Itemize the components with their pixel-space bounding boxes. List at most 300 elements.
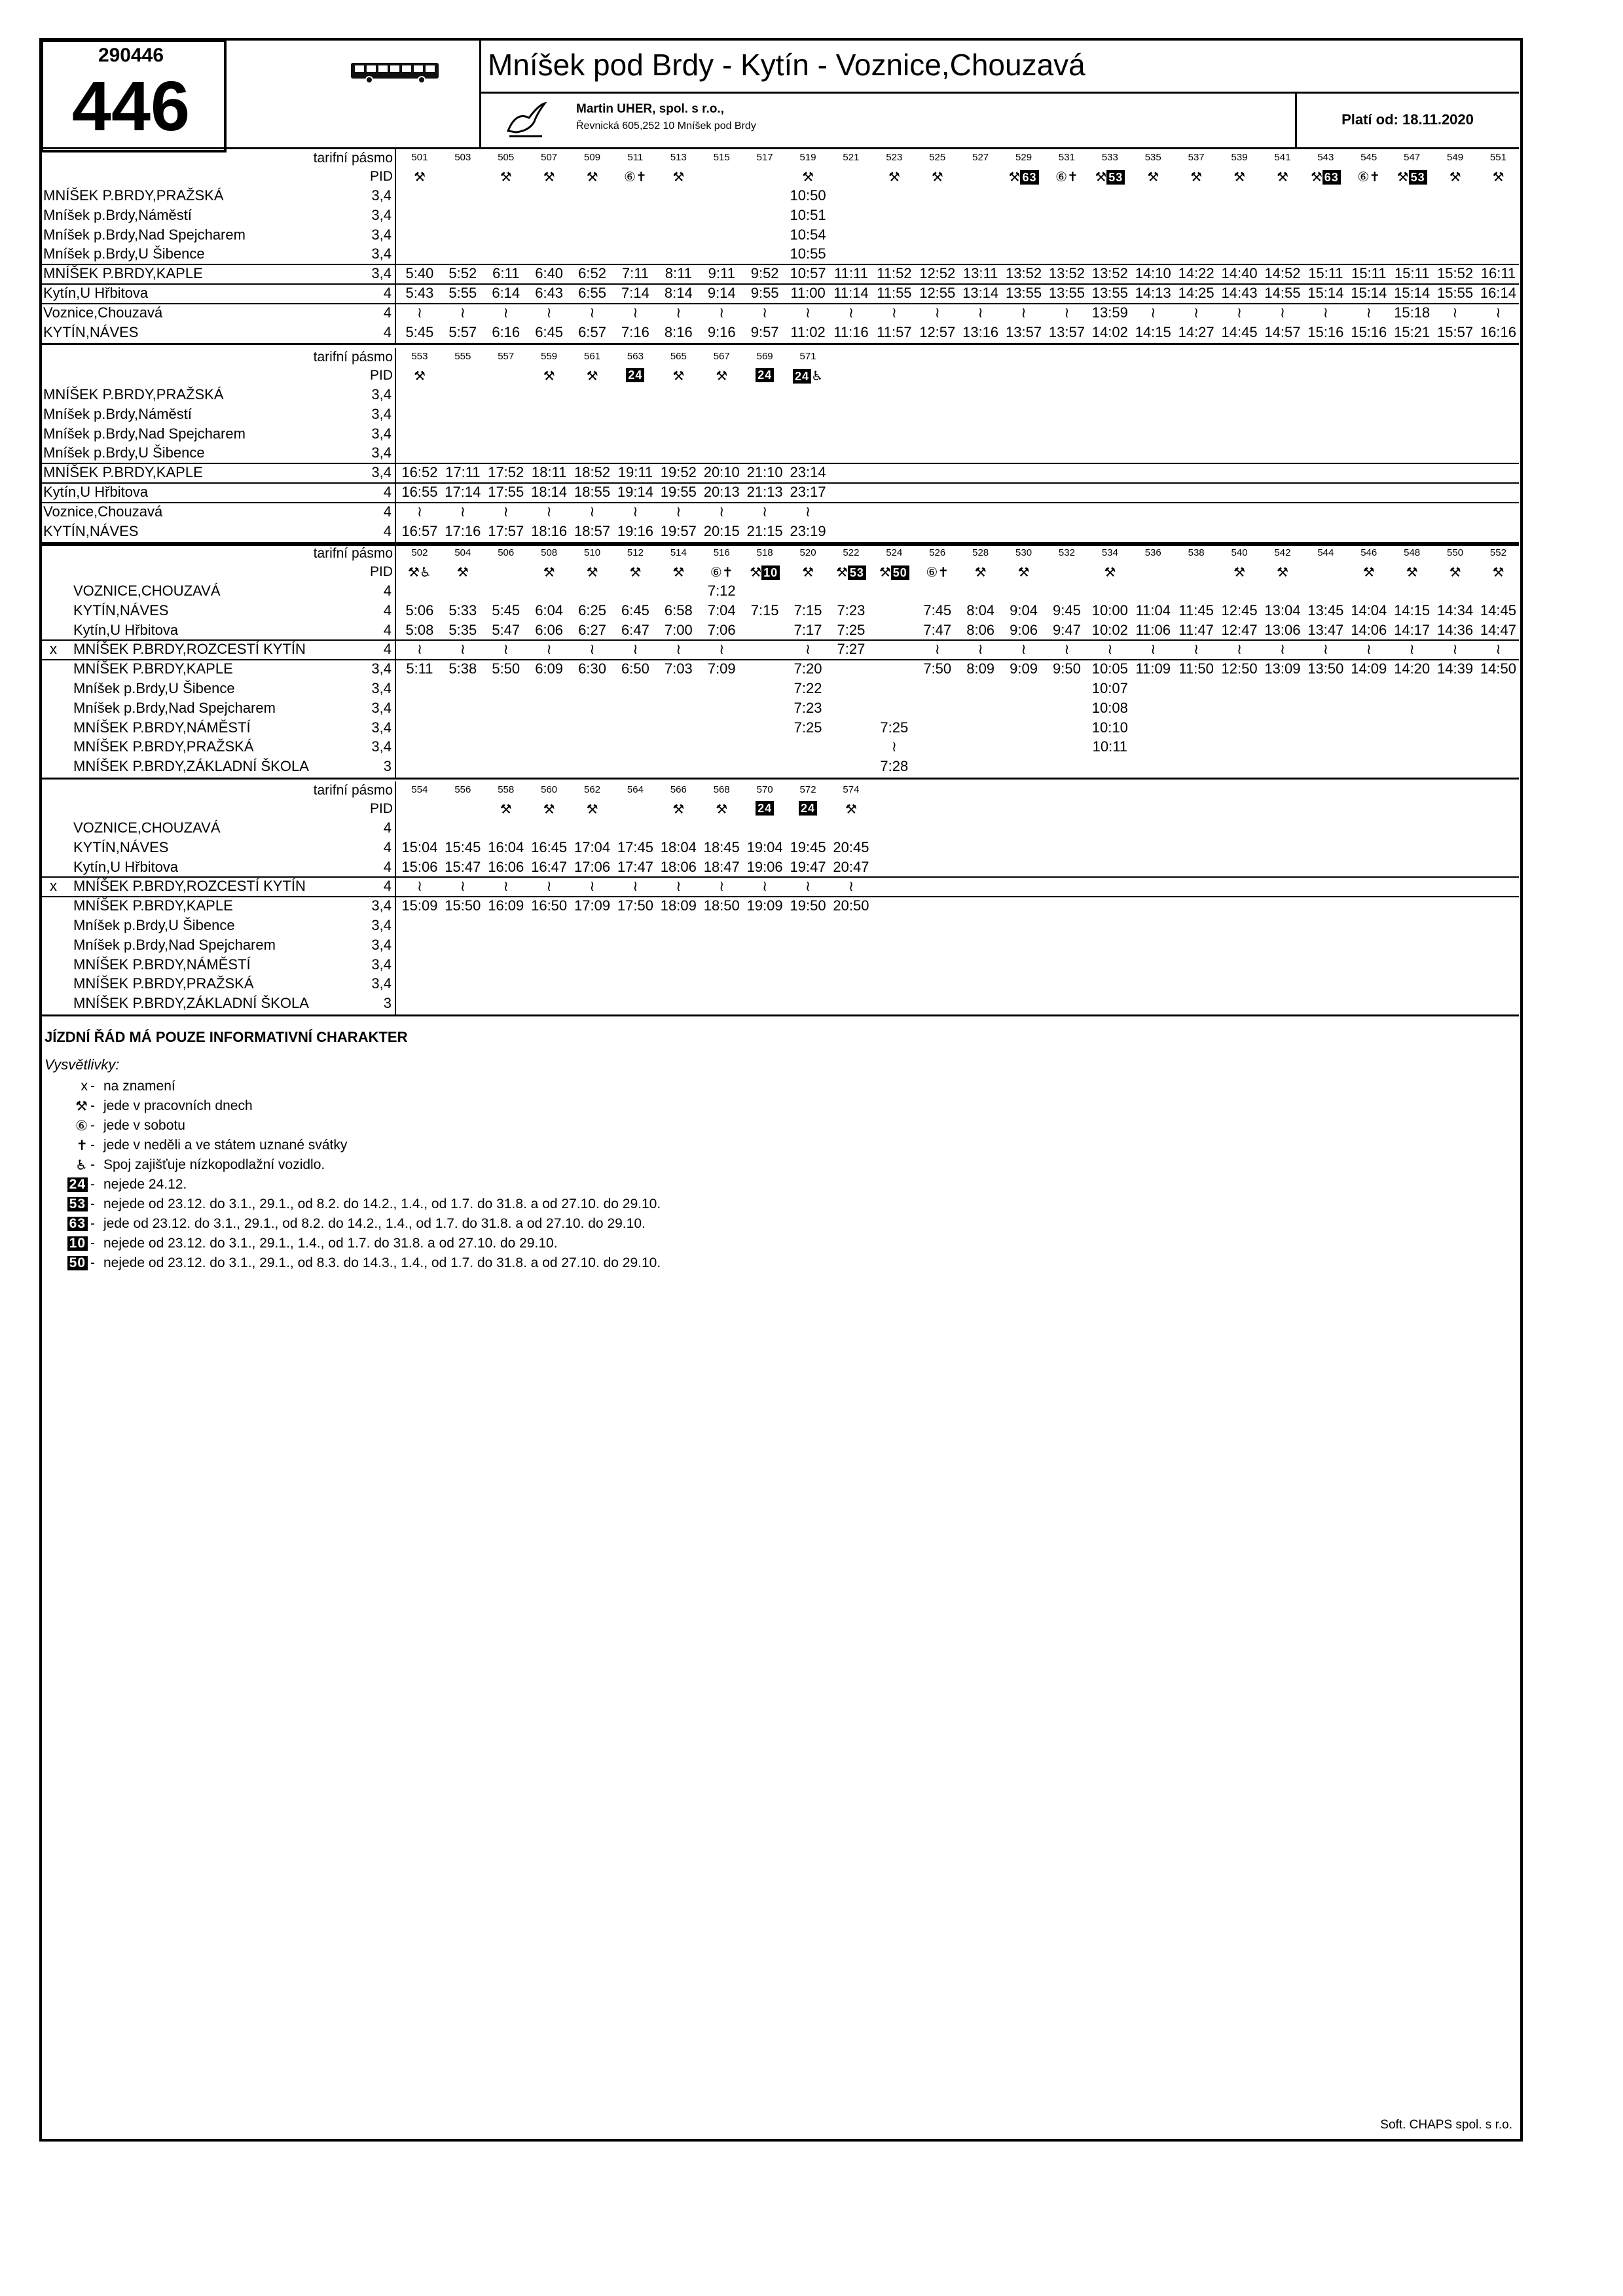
stop-name: Mníšek p.Brdy,Nad Spejcharem [73,936,276,953]
trip-number: 568 [713,784,730,795]
trip-number: 552 [1489,547,1506,558]
tariff-zone: 4 [383,641,392,658]
pid-marker: ⚒ [1449,170,1461,185]
departure-time: 6:45 [535,323,564,340]
departure-time: 19:09 [746,897,783,914]
departure-time: 18:47 [703,858,740,875]
departure-time: 13:57 [1006,323,1042,340]
departure-time: 17:50 [617,897,653,914]
departure-time: 11:14 [833,285,869,301]
pid-marker: ⚒ [1147,170,1159,185]
valid-from: Platí od: 18.11.2020 [1341,111,1474,128]
departure-time: 15:57 [1437,323,1474,340]
departure-time: 9:06 [1010,621,1038,638]
departure-time: 11:04 [1135,601,1171,619]
departure-time: 19:52 [660,464,697,481]
pid-label: PID [369,801,393,816]
departure-time: 6:50 [621,660,649,677]
legend-symbol: 50 [58,1255,88,1271]
legend-dash: - [90,1079,95,1094]
departure-time: 11:45 [1178,601,1214,619]
stop-name: Mníšek p.Brdy,Nad Spejcharem [43,226,246,243]
stop-name: Kytín,U Hřbitova [43,484,149,500]
tariff-zone: 3 [383,995,392,1012]
departure-time: ≀ [719,503,725,520]
departure-time: 17:06 [574,858,611,875]
trip-number: 574 [843,784,860,795]
departure-time: 5:43 [405,285,434,301]
legend-text: jede od 23.12. do 3.1., 29.1., od 8.2. do 14.2., 1.4., od 1.7. do 31.8. a od 27.10. do 29.10. [103,1216,646,1231]
pid-marker: ⚒ [1276,170,1288,185]
departure-time: 14:45 [1221,323,1258,340]
departure-time: 7:20 [793,660,822,677]
section-divider [41,778,1519,780]
pid-marker: ⚒ [716,369,728,384]
pid-marker: ⚒ [802,170,814,185]
legend-dash: - [90,1098,95,1113]
pid-marker: ⚒ [1017,565,1030,580]
tariff-zone: 4 [383,304,392,321]
trip-number: 571 [799,351,816,362]
departure-time: 7:17 [793,621,822,638]
departure-time: 6:09 [535,660,564,677]
stop-name: MNÍŠEK P.BRDY,PRAŽSKÁ [73,975,254,992]
departure-time: 7:27 [837,641,866,658]
departure-time: ≀ [1236,641,1243,658]
pid-marker: ⚒ [1492,565,1504,580]
departure-time: 13:45 [1307,601,1344,619]
departure-time: 10:57 [790,265,826,282]
departure-time: ≀ [589,878,595,895]
pid-marker: ⚒ [413,170,426,185]
departure-time: 21:13 [746,484,783,500]
legend-dash: - [90,1196,95,1211]
departure-time: ≀ [1236,304,1243,321]
trip-number: 537 [1188,152,1205,163]
departure-time: 6:06 [535,621,564,638]
departure-time: ≀ [460,641,465,658]
departure-time: ≀ [589,304,595,321]
departure-time: ≀ [805,878,811,895]
departure-time: 23:14 [790,464,826,481]
departure-time: 15:11 [1351,265,1387,282]
trip-number: 534 [1101,547,1118,558]
tariff-zone: 3,4 [371,699,392,716]
departure-time: 14:15 [1394,601,1431,619]
footer-credit: Soft. CHAPS spol. s r.o. [1380,2118,1512,2132]
legend-symbol: 63 [58,1216,88,1232]
departure-time: 14:45 [1480,601,1516,619]
trip-number: 531 [1058,152,1075,163]
departure-time: 7:03 [664,660,693,677]
pid-label: PID [369,169,393,184]
tarif-label: tarifní pásmo [313,350,393,365]
pid-marker: ⚒ [1406,565,1418,580]
zone-divider [395,781,396,1014]
tariff-zone: 3,4 [371,719,392,736]
pid-marker: ⚒ 63 [1002,169,1046,185]
pid-marker: ⚒ [931,170,943,185]
departure-time: 19:06 [746,858,783,875]
pid-marker: ⚒ 63 [1304,169,1347,185]
departure-time: 6:43 [535,285,564,301]
departure-time: ≀ [676,641,682,658]
tariff-zone: 4 [383,285,392,301]
tariff-zone: 3,4 [371,187,392,204]
tariff-zone: 3,4 [371,444,392,461]
departure-time: 5:45 [492,601,520,619]
departure-time: 23:17 [790,484,826,500]
departure-time: 7:25 [880,719,909,736]
tariff-zone: 4 [383,522,392,539]
departure-time: ≀ [503,503,509,520]
departure-time: 9:57 [750,323,779,340]
section-divider [41,343,1519,345]
departure-time: ≀ [1150,304,1156,321]
departure-time: 15:45 [445,838,481,855]
tarif-label: tarifní pásmo [313,151,393,166]
departure-time: 18:50 [703,897,740,914]
departure-time: 6:45 [621,601,649,619]
departure-time: 6:30 [578,660,606,677]
stop-name: Mníšek p.Brdy,Náměstí [43,206,192,223]
departure-time: 16:47 [531,858,568,875]
departure-time: ≀ [1495,641,1501,658]
departure-time: 14:55 [1264,285,1301,301]
departure-time: ≀ [805,641,811,658]
trip-number: 553 [411,351,428,362]
trip-number: 554 [411,784,428,795]
departure-time: ≀ [1366,641,1372,658]
tariff-zone: 4 [383,621,392,638]
departure-time: 5:45 [405,323,434,340]
departure-time: 13:16 [962,323,999,340]
trip-number: 501 [411,152,428,163]
trip-number: 567 [713,351,730,362]
page-title: Mníšek pod Brdy - Kytín - Voznice,Chouzavá [488,48,1085,82]
stop-name: KYTÍN,NÁVES [43,323,139,340]
departure-time: 14:47 [1480,621,1516,638]
on-request-marker: x [50,878,57,895]
departure-time: 17:55 [488,484,524,500]
departure-time: 10:11 [1092,738,1128,755]
departure-time: ≀ [1409,641,1415,658]
trip-number: 516 [713,547,730,558]
departure-time: ≀ [719,878,725,895]
departure-time: 19:04 [746,838,783,855]
legend-dash: - [90,1157,95,1172]
trip-number: 555 [454,351,471,362]
line-number: 446 [71,66,191,145]
section-divider [41,1014,1519,1016]
pid-marker: ⑥✝ [624,170,647,185]
departure-time: 14:36 [1437,621,1474,638]
departure-time: 10:50 [790,187,826,204]
departure-time: ≀ [416,304,423,321]
departure-time: 16:06 [488,858,524,875]
departure-time: ≀ [503,304,509,321]
stop-name: MNÍŠEK P.BRDY,KAPLE [43,464,203,481]
departure-time: 12:55 [919,285,956,301]
departure-time: 16:04 [488,838,524,855]
operator-address: Řevnická 605,252 10 Mníšek pod Brdy [576,120,756,132]
departure-time: 9:47 [1053,621,1081,638]
pid-marker: ⑥✝ [710,565,733,580]
departure-time: ≀ [676,304,682,321]
departure-time: 14:39 [1437,660,1474,677]
departure-time: 7:25 [837,621,866,638]
departure-time: 13:11 [962,265,998,282]
pid-marker: ⚒ 53 [830,564,873,581]
tariff-zone: 3,4 [371,226,392,243]
departure-time: ≀ [1452,304,1458,321]
departure-time: ≀ [1279,304,1286,321]
legend-dash: - [90,1138,95,1153]
tariff-zone: 4 [383,878,392,895]
departure-time: 13:55 [1091,285,1128,301]
tariff-zone: 3,4 [371,680,392,696]
legend-text: nejede od 23.12. do 3.1., 29.1., 1.4., od 1.7. do 31.8. a od 27.10. do 29.10. [103,1236,558,1251]
departure-time: 11:50 [1178,660,1214,677]
legend-symbol: 53 [58,1196,88,1212]
trip-number: 559 [541,351,558,362]
tariff-zone: 3,4 [371,464,392,481]
pid-marker: ⚒ [888,170,900,185]
departure-time: 10:00 [1091,601,1128,619]
stop-name: Voznice,Chouzavá [43,503,163,520]
trip-number: 544 [1317,547,1334,558]
departure-time: ≀ [460,304,465,321]
departure-time: ≀ [805,503,811,520]
departure-time: ≀ [805,304,811,321]
departure-time: 18:16 [531,522,568,539]
pid-marker: ⚒ 50 [873,564,916,581]
pid-marker: ⚒ [543,802,555,817]
departure-time: 18:04 [660,838,697,855]
departure-time: 14:34 [1437,601,1474,619]
departure-time: 18:55 [574,484,611,500]
legend-text: jede v neděli a ve státem uznané svátky [103,1138,348,1153]
departure-time: 11:16 [833,323,869,340]
departure-time: 6:57 [578,323,606,340]
departure-time: 9:16 [707,323,736,340]
trip-number: 510 [584,547,601,558]
trip-number: 530 [1015,547,1032,558]
trip-number: 538 [1188,547,1205,558]
departure-time: 16:09 [488,897,524,914]
pid-marker: ⚒ [1233,170,1245,185]
pid-marker: ⑥✝ [1357,170,1381,185]
departure-time: 11:00 [790,285,826,301]
zone-divider [395,149,396,343]
tariff-zone: 3 [383,758,392,775]
trip-number: 521 [843,152,860,163]
departure-time: 6:27 [578,621,606,638]
departure-time: 17:14 [445,484,481,500]
departure-time: 5:40 [405,265,434,282]
departure-time: 13:52 [1091,265,1128,282]
pid-marker: ⚒ [456,565,469,580]
header-bottom [41,147,1519,149]
tariff-zone: 3,4 [371,975,392,992]
stop-name: Mníšek p.Brdy,Nad Spejcharem [43,425,246,442]
legend-dash: - [90,1216,95,1231]
departure-time: 15:52 [1437,265,1474,282]
pid-marker: ⚒ 53 [1391,169,1434,185]
trip-number: 569 [756,351,773,362]
legend-symbol: x [81,1079,88,1094]
departure-time: 19:45 [790,838,826,855]
pid-marker: 24 ♿ [786,368,830,384]
departure-time: ≀ [934,304,940,321]
departure-time: 19:50 [790,897,826,914]
pid-marker: ⑥✝ [926,565,949,580]
on-request-marker: x [50,641,57,658]
departure-time: ≀ [460,503,465,520]
trip-number: 556 [454,784,471,795]
departure-time: 7:22 [793,680,822,696]
tariff-zone: 3,4 [371,956,392,973]
departure-time: 7:15 [750,601,779,619]
stop-name: MNÍŠEK P.BRDY,NÁMĚSTÍ [73,719,251,736]
operator-logo-icon [503,98,549,145]
departure-time: 6:04 [535,601,564,619]
departure-time: 6:16 [492,323,520,340]
departure-time: 20:47 [833,858,869,875]
legend-text: na znamení [103,1079,175,1094]
departure-time: ≀ [719,304,725,321]
departure-time: 15:06 [401,858,438,875]
departure-time: 7:14 [621,285,649,301]
pid-marker: ⚒ [543,170,555,185]
departure-time: 14:25 [1178,285,1214,301]
departure-time: ≀ [546,503,552,520]
trip-number: 506 [498,547,515,558]
departure-time: 11:02 [790,323,826,340]
departure-time: 15:18 [1394,304,1431,321]
departure-time: 20:45 [833,838,869,855]
pid-marker: ⚒ [629,565,642,580]
departure-time: ≀ [589,641,595,658]
pid-marker: ⚒ [1104,565,1116,580]
departure-time: 9:09 [1010,660,1038,677]
trip-number: 560 [541,784,558,795]
trip-number: 563 [627,351,644,362]
pid-marker: ⚒ [672,170,685,185]
departure-time: ≀ [676,878,682,895]
valid-divider [1295,92,1297,147]
trip-number: 529 [1015,152,1032,163]
pid-marker: ⚒ [586,802,598,817]
departure-time: 11:09 [1135,660,1171,677]
pid-marker: ⚒ [543,565,555,580]
departure-time: 14:10 [1135,265,1171,282]
departure-time: 17:52 [488,464,524,481]
departure-time: 7:16 [621,323,649,340]
trip-number: 509 [584,152,601,163]
departure-time: 16:55 [401,484,438,500]
departure-time: 21:15 [746,522,783,539]
trip-number: 548 [1404,547,1421,558]
trip-number: 543 [1317,152,1334,163]
zone-divider [395,348,396,542]
departure-time: ≀ [1279,641,1286,658]
departure-time: 19:11 [617,464,653,481]
departure-time: 16:14 [1480,285,1516,301]
departure-time: 6:40 [535,265,564,282]
stop-name: MNÍŠEK P.BRDY,KAPLE [43,265,203,282]
trip-number: 561 [584,351,601,362]
departure-time: 8:16 [664,323,693,340]
departure-time: 14:57 [1264,323,1301,340]
stop-name: Mníšek p.Brdy,U Šibence [73,917,235,933]
departure-time: 18:57 [574,522,611,539]
pid-marker: 24 [743,368,786,383]
stop-name: Kytín,U Hřbitova [73,858,179,875]
tariff-zone: 3,4 [371,738,392,755]
departure-time: ≀ [546,304,552,321]
departure-time: ≀ [1194,304,1199,321]
departure-time: 15:47 [445,858,481,875]
departure-time: 13:55 [1006,285,1042,301]
departure-time: 10:55 [790,245,826,262]
tarif-label: tarifní pásmo [313,546,393,561]
pid-marker: ⚒ [586,170,598,185]
trip-number: 519 [799,152,816,163]
trip-number: 522 [843,547,860,558]
departure-time: ≀ [1107,641,1113,658]
tariff-zone: 3,4 [371,206,392,223]
tariff-zone: 4 [383,838,392,855]
trip-number: 558 [498,784,515,795]
trip-number: 533 [1101,152,1118,163]
trip-number: 525 [929,152,946,163]
departure-time: 17:04 [574,838,611,855]
legend-text: Spoj zajišťuje nízkopodlažní vozidlo. [103,1157,325,1172]
departure-time: 17:09 [574,897,611,914]
stop-name: MNÍŠEK P.BRDY,ROZCESTÍ KYTÍN [73,878,306,895]
departure-time: 15:11 [1394,265,1430,282]
departure-time: 6:14 [492,285,520,301]
departure-time: 5:50 [492,660,520,677]
departure-time: 15:14 [1394,285,1431,301]
departure-time: ≀ [891,304,897,321]
departure-time: 7:47 [923,621,952,638]
departure-time: ≀ [589,503,595,520]
trip-number: 502 [411,547,428,558]
stop-name: VOZNICE,CHOUZAVÁ [73,819,221,836]
pid-marker: ⑥✝ [1055,170,1078,185]
trip-number: 524 [886,547,903,558]
departure-time: ≀ [1064,641,1070,658]
pid-marker: ⚒ [672,369,685,384]
trip-number: 565 [670,351,687,362]
departure-time: 5:06 [405,601,434,619]
departure-time: 19:55 [660,484,697,500]
tariff-zone: 4 [383,858,392,875]
departure-time: 14:17 [1394,621,1431,638]
departure-time: 17:11 [445,464,481,481]
trip-number: 520 [799,547,816,558]
trip-number: 557 [498,351,515,362]
departure-time: 10:05 [1091,660,1128,677]
departure-time: 14:22 [1178,265,1214,282]
tariff-zone: 3,4 [371,936,392,953]
pid-marker: ⚒ [1449,565,1461,580]
departure-time: ≀ [1495,304,1501,321]
departure-time: 11:55 [877,285,912,301]
pid-marker: ⚒ [672,565,685,580]
